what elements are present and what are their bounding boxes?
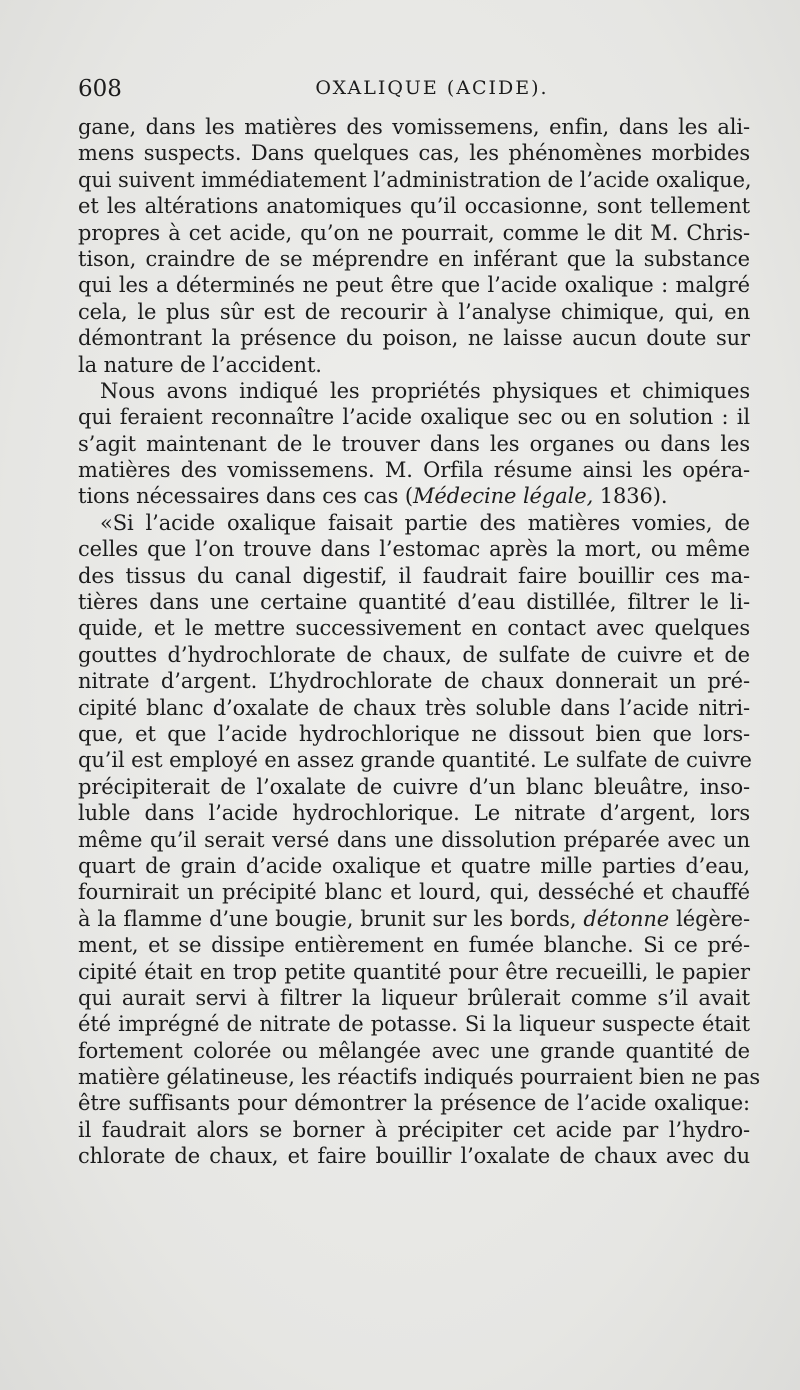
italic-text: Médecine légale, [412,484,594,509]
text-line [78,932,750,958]
text-line-content: quart de grain d’acide oxalique et quatre mille parties d’eau, [78,853,750,878]
text-line-content: qui aurait servi à filtrer la liqueur brûlerait comme s’il avait [78,985,750,1010]
text-line [78,1117,750,1143]
text-line [78,642,750,668]
text-line [78,404,750,430]
italic-text: détonne [583,906,670,931]
text-line-content: propres à cet acide, qu’on ne pourrait, comme le dit M. Chris- [78,220,750,245]
text-line [78,510,750,536]
text-line [78,615,750,641]
text-line-content: fortement colorée ou mêlangée avec une grande quantité de [78,1038,750,1063]
text-line [78,959,750,985]
text-line [78,1064,761,1090]
text-line-content: être suffisants pour démontrer la présence de l’acide oxalique: [78,1091,750,1116]
text-line-content: cipité blanc d’oxalate de chaux très soluble dans l’acide nitri- [78,695,750,720]
text-line-content: qui feraient reconnaître l’acide oxalique sec ou en solution : il [78,405,750,430]
body-text [78,114,761,1170]
text-line-content: tison, craindre de se méprendre en inférant que la substance [78,246,750,271]
text-line [78,827,750,853]
text-line [78,985,750,1011]
text-line [78,272,750,298]
text-line-content: matières des vomissemens. M. Orfila résume ainsi les opéra- [78,458,750,483]
text-line-content: nitrate d’argent. L’hydrochlorate de chaux donnerait un pré- [78,669,750,694]
text-line-content: il faudrait alors se borner à précipiter cet acide par l’hydro- [78,1117,750,1142]
text-line-content: cipité était en trop petite quantité pour être recueilli, le papier [78,959,750,984]
text-line [78,589,750,615]
text-line [78,325,750,351]
text-line [78,167,750,193]
text-line [78,1143,750,1169]
text-line [78,747,750,773]
page-header [78,76,750,110]
text-line-content: même qu’il serait versé dans une dissolution préparée avec un [78,827,750,852]
text-line [78,879,750,905]
text-line-content: précipiterait de l’oxalate de cuivre d’un blanc bleuâtre, inso- [78,774,750,799]
text-line-content: quide, et le mettre successivement en contact avec quelques [78,616,750,641]
text-line [78,457,750,483]
text-line-content: et les altérations anatomiques qu’il occasionne, sont tellement [78,194,750,219]
text-line-content: tions nécessaires dans ces cas ( [78,484,413,509]
text-line-content: des tissus du canal digestif, il faudrait faire bouillir ces ma- [78,563,750,588]
text-line-content: légère- [669,906,751,931]
text-line-content: matière gélatineuse, les réactifs indiqués pourraient bien ne pas [78,1065,761,1090]
text-line-content: que, et que l’acide hydrochlorique ne dissout bien que lors- [78,721,750,746]
text-line [78,853,750,879]
text-line-content: mens suspects. Dans quelques cas, les phénomènes morbides [78,141,750,166]
text-line-content: celles que l’on trouve dans l’estomac après la mort, ou même [78,537,750,562]
text-line [78,483,750,509]
text-line-content: qu’il est employé en assez grande quantité. Le sulfate de cuivre [78,748,752,773]
text-line [78,1038,750,1064]
text-line-content: à la flamme d’une bougie, brunit sur les bords, [78,906,584,931]
text-line [78,906,750,932]
page-number: 608 [78,76,122,102]
text-line-content: qui les a déterminés ne peut être que l’acide oxalique : malgré [78,273,750,298]
text-line [78,563,750,589]
text-line [78,378,750,404]
text-line [78,114,750,140]
text-line [78,352,750,378]
text-line-content: fournirait un précipité blanc et lourd, qui, desséché et chauffé [78,880,750,905]
text-line [78,800,750,826]
text-line [78,220,750,246]
text-line-content: été imprégné de nitrate de potasse. Si la liqueur suspecte était [78,1012,750,1037]
text-line [78,1090,750,1116]
text-line [78,299,750,325]
text-line-content: «Si l’acide oxalique faisait partie des matières vomies, de [100,510,750,535]
text-line-content: la nature de l’accident. [78,352,322,377]
text-line [78,695,750,721]
text-line [78,721,750,747]
text-line [78,193,750,219]
text-line-content: ment, et se dissipe entièrement en fumée blanche. Si ce pré- [78,933,750,958]
text-line [78,431,750,457]
text-line [78,246,750,272]
text-line-content: qui suivent immédiatement l’administration de l’acide oxalique, [78,167,752,192]
text-line [78,536,750,562]
text-line-content: démontrant la présence du poison, ne laisse aucun doute sur [78,326,750,351]
text-line-content: s’agit maintenant de le trouver dans les organes ou dans les [78,431,750,456]
text-line-content: gane, dans les matières des vomissemens, enfin, dans les ali- [78,115,750,139]
text-line-content: 1836). [593,484,668,509]
text-line [78,668,750,694]
text-line-content: cela, le plus sûr est de recourir à l’analyse chimique, qui, en [78,299,750,324]
text-line [78,1011,750,1037]
text-line-content: chlorate de chaux, et faire bouillir l’oxalate de chaux avec du [78,1144,750,1169]
text-line [78,140,750,166]
text-line-content: luble dans l’acide hydrochlorique. Le nitrate d’argent, lors [78,801,750,826]
text-line-content: gouttes d’hydrochlorate de chaux, de sulfate de cuivre et de [78,642,750,667]
text-line-content: tières dans une certaine quantité d’eau distillée, filtrer le li- [78,590,750,615]
text-line [78,774,750,800]
text-line-content: Nous avons indiqué les propriétés physiques et chimiques [100,378,750,403]
running-title: OXALIQUE (ACIDE). [315,77,549,99]
